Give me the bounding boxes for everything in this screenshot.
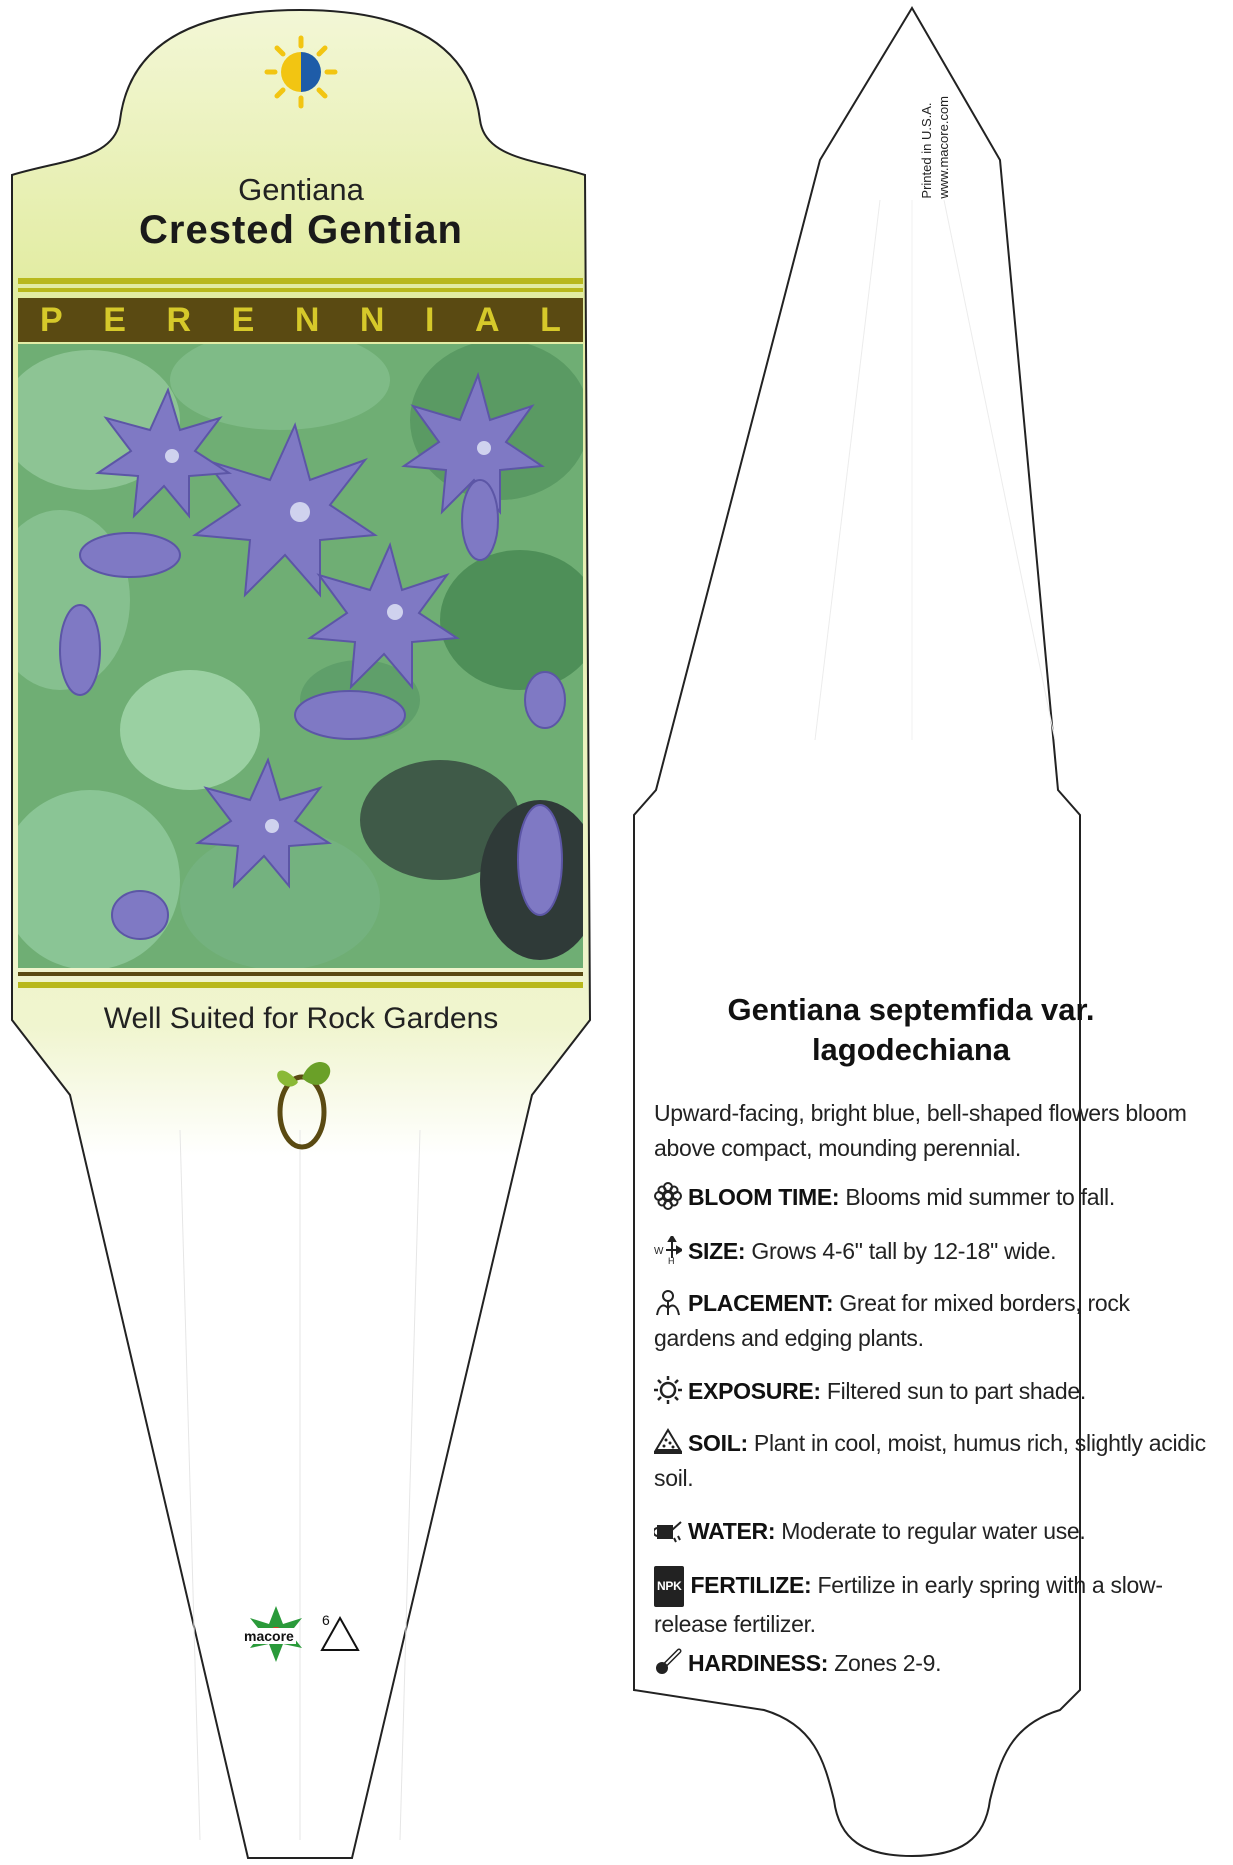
- botanical-name: [630, 990, 1192, 1070]
- category-letter: N: [294, 300, 320, 339]
- category-letter: P: [40, 300, 63, 339]
- size-label: SIZE:: [688, 1238, 746, 1264]
- botanical-line-2: lagodechiana: [811, 1032, 1011, 1067]
- soil-icon: [654, 1428, 682, 1456]
- description: Upward-facing, bright blue, bell-shaped flowers bloom above compact, mounding perennial.: [654, 1100, 1187, 1161]
- bloom-time-row: [654, 1180, 1214, 1215]
- tagline: Well Suited for Rock Gardens: [103, 1002, 499, 1035]
- printed-in: Printed in U.S.A.: [919, 102, 934, 199]
- soil-text: Plant in cool, moist, humus rich, slightly acidic soil.: [654, 1430, 1206, 1491]
- water-label: WATER:: [688, 1518, 776, 1544]
- bloom-text: Blooms mid summer to fall.: [839, 1184, 1115, 1210]
- bloom-label: BLOOM TIME:: [688, 1184, 840, 1210]
- category-letter: L: [540, 300, 561, 339]
- category-letter: A: [475, 300, 500, 339]
- category-letter: N: [359, 300, 385, 339]
- botanical-line-1: Gentiana septemfida var.: [727, 992, 1095, 1027]
- hardiness-text: Zones 2-9.: [828, 1650, 942, 1676]
- placement-label: PLACEMENT:: [688, 1290, 834, 1316]
- npk-icon: NPK: [654, 1566, 684, 1607]
- category-letter: I: [425, 300, 435, 339]
- size-text: Grows 4-6" tall by 12-18" wide.: [745, 1238, 1057, 1264]
- category-letter: R: [166, 300, 192, 339]
- sun-part-shade-icon: [267, 38, 335, 106]
- placement-row: [654, 1286, 1214, 1356]
- thermometer-icon: [654, 1648, 682, 1676]
- placement-text: Great for mixed borders, rock gardens and edging plants.: [654, 1290, 1130, 1351]
- recycle-code: 6: [322, 1612, 330, 1628]
- brand-name: macore: [244, 1628, 294, 1644]
- exposure-text: Filtered sun to part shade.: [820, 1378, 1086, 1404]
- fertilize-label: FERTILIZE:: [690, 1572, 812, 1598]
- category-label: [18, 298, 583, 342]
- water-text: Moderate to regular water use.: [775, 1518, 1086, 1544]
- flower-icon: [654, 1182, 682, 1210]
- watering-can-icon: [654, 1516, 682, 1544]
- printed-note: [918, 96, 952, 199]
- hardiness-label: HARDINESS:: [688, 1650, 829, 1676]
- front-genus: Gentiana: [238, 172, 364, 207]
- plant-photo: [0, 330, 600, 970]
- width-height-icon: [654, 1236, 682, 1264]
- water-row: [654, 1514, 1214, 1549]
- plants-icon: [654, 1288, 682, 1316]
- exposure-row: [654, 1374, 1214, 1409]
- exposure-label: EXPOSURE:: [688, 1378, 821, 1404]
- category-letter: E: [231, 300, 255, 339]
- svg-text:W: W: [654, 1246, 664, 1257]
- soil-label: SOIL:: [688, 1430, 748, 1456]
- category-letter: E: [103, 300, 126, 339]
- front-common-name: Crested Gentian: [139, 208, 463, 252]
- svg-text:H: H: [668, 1256, 675, 1264]
- fertilize-row: [654, 1566, 1214, 1642]
- hardiness-row: [654, 1646, 1214, 1681]
- sun-icon: [654, 1376, 682, 1404]
- fertilize-text: Fertilize in early spring with a slow-release fertilizer.: [654, 1572, 1163, 1637]
- website: www.macore.com: [936, 96, 951, 199]
- soil-row: [654, 1426, 1214, 1496]
- size-row: [654, 1234, 1214, 1269]
